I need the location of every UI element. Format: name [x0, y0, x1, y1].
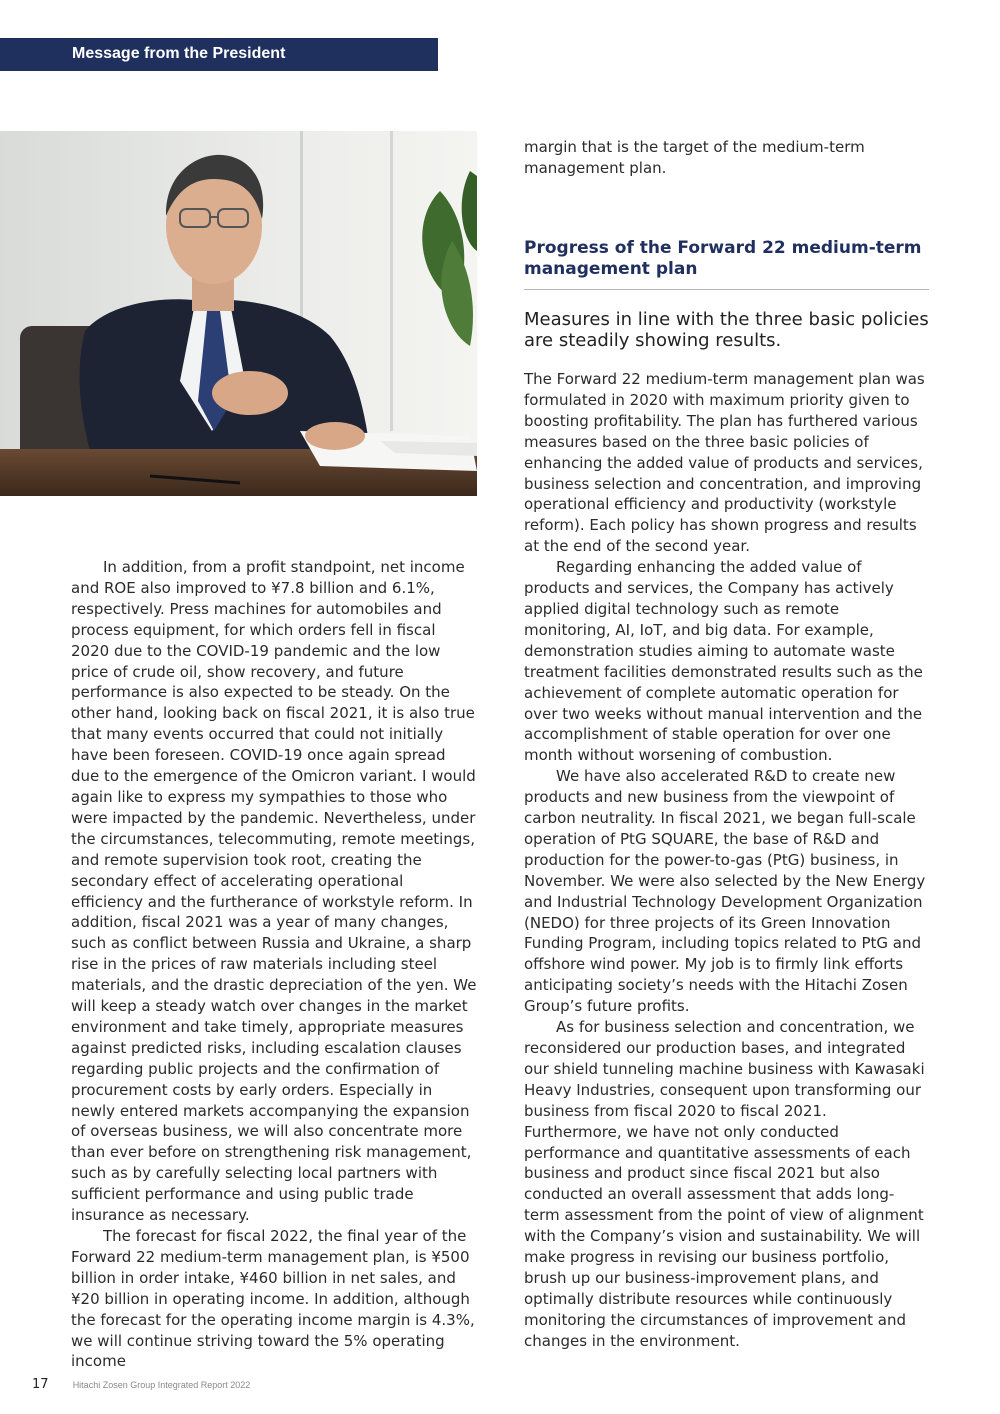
section-header-title: Message from the President	[72, 45, 286, 62]
left-column-text	[71, 557, 477, 1372]
body-paragraph: As for business selection and concentration, we reconsidered our production bases, and integrated our shield tunneling machine business with Kawasaki Heavy Industries, consequent upon transforming our business from fiscal 2020 to fiscal 2021. Furthermore, we have not only conducted performance and quantitative assessments of each business and product since fiscal 2021 but also conducted an overall assessment that adds long-term assessment from the point of view of alignment with the Company’s vision and sustainability. We will make progress in revising our business portfolio, brush up our business-improvement plans, and optimally distribute resources while continuously monitoring the circumstances of improvement and changes in the environment.	[524, 1018, 925, 1350]
page-number: 17	[32, 1377, 49, 1392]
right-column-continuation	[524, 137, 929, 179]
right-column-text	[524, 369, 929, 1352]
body-paragraph: In addition, from a profit standpoint, net income and ROE also improved to ¥7.8 billion and 6.1%, respectively. Press machines for automobiles and process equipment, for which orders fell in fiscal 2020 due to the COVID-19 pandemic and the low price of crude oil, show recovery, and future performance is also expected to be steady. On the other hand, looking back on fiscal 2021, it is also true that many events occurred that could not initially have been foreseen. COVID-19 once again spread due to the emergence of the Omicron variant. I would again like to express my sympathies to those who were impacted by the pandemic. Nevertheless, under the circumstances, telecommuting, remote meetings, and remote supervision took root, creating the secondary effect of accelerating operational efficiency and the furtherance of workstyle reform. In addition, fiscal 2021 was a year of many changes, such as conflict between Russia and Ukraine, a sharp rise in the prices of raw materials including steel materials, and the drastic depreciation of the yen. We will keep a steady watch over changes in the market environment and take timely, appropriate measures against predicted risks, including escalation clauses regarding public projects and the confirmation of procurement costs by early orders. Especially in newly entered markets accompanying the expansion of overseas business, we will also concentrate more than ever before on strengthening risk management, such as by carefully selecting local partners with sufficient performance and using public trade insurance as necessary.	[71, 558, 477, 1225]
body-paragraph: The forecast for fiscal 2022, the final year of the Forward 22 medium-term management plan, is ¥500 billion in order intake, ¥460 billion in net sales, and ¥20 billion in operating income. In addition, although the forecast for the operating income margin is 4.3%, we will continue striving toward the 5% operating income	[71, 1227, 475, 1371]
body-paragraph: We have also accelerated R&D to create new products and new business from the viewpoint of carbon neutrality. In fiscal 2021, we began full-scale operation of PtG SQUARE, the base of R&D and production for the power-to-gas (PtG) business, in November. We were also selected by the New Energy and Industrial Technology Development Organization (NEDO) for three projects of its Green Innovation Funding Program, including topics related to PtG and offshore wind power. My job is to firmly link efforts anticipating society’s needs with the Hitachi Zosen Group’s future profits.	[524, 767, 926, 1016]
heading-divider	[524, 289, 929, 290]
body-paragraph: The Forward 22 medium-term management plan was formulated in 2020 with maximum priority given to boosting profitability. The plan has furthered various measures based on the three basic policies of enhancing the added value of products and services, business selection and concentration, and improving operational efficiency and productivity (workstyle reform). Each policy has shown progress and results at the end of the second year.	[524, 370, 925, 556]
continuation-paragraph: margin that is the target of the medium-term management plan.	[524, 138, 865, 177]
section-header-bar	[0, 38, 438, 71]
body-paragraph: Regarding enhancing the added value of products and services, the Company has actively applied digital technology such as remote monitoring, AI, IoT, and big data. For example, demonstration studies aiming to automate waste treatment facilities demonstrated results such as the achievement of complete automatic operation for over two weeks without manual intervention and the accomplishment of stable operation for over one month without worsening of combustion.	[524, 558, 923, 765]
page-footer	[32, 1377, 250, 1392]
document-title: Hitachi Zosen Group Integrated Report 2022	[72, 1380, 251, 1390]
section-heading: Progress of the Forward 22 medium-term management plan	[524, 238, 922, 279]
president-photo	[0, 131, 477, 496]
subheading: Measures in line with the three basic policies are steadily showing results.	[524, 309, 929, 351]
